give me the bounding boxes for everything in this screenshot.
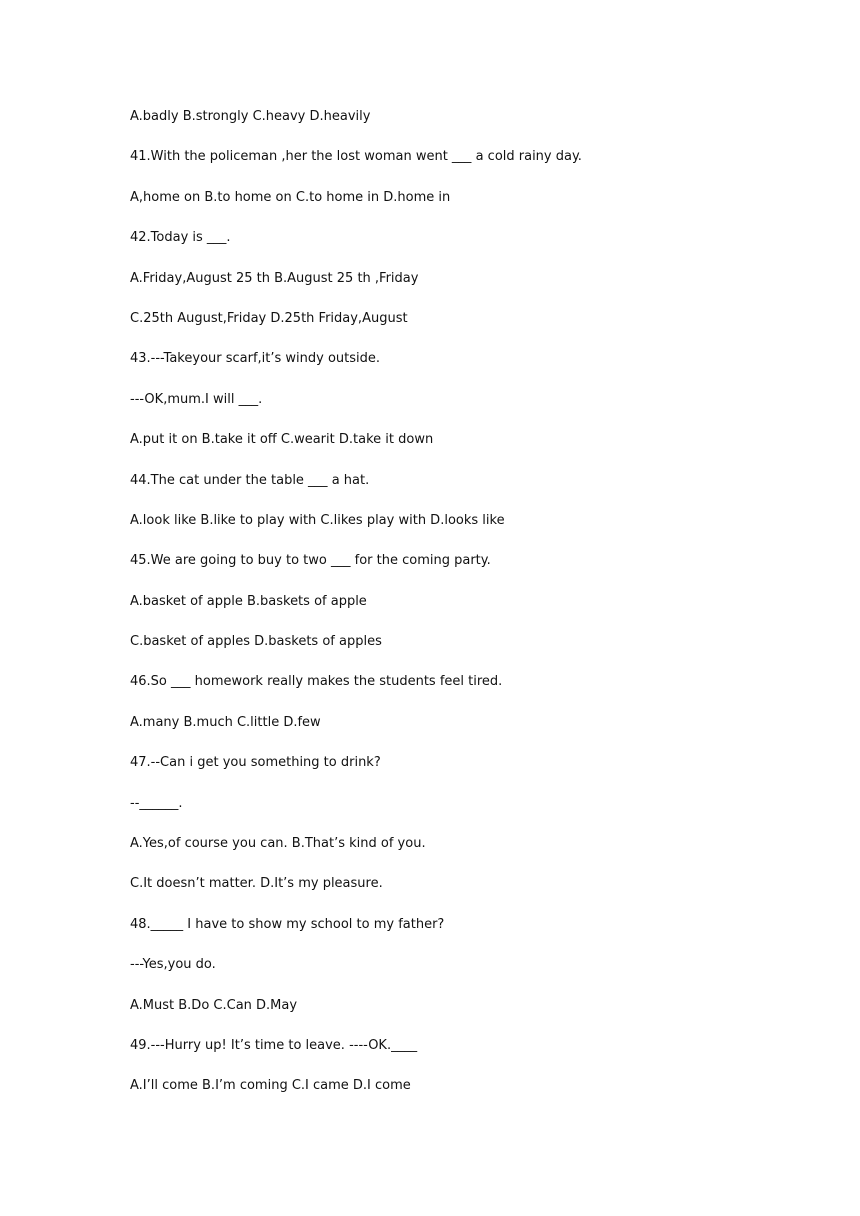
text-line: A.Friday,August 25 th B.August 25 th ,Friday — [130, 270, 419, 286]
text-line: 42.Today is ___. — [130, 230, 231, 246]
text-line: A.Must B.Do C.Can D.May — [130, 997, 298, 1013]
text-line: C.basket of apples D.baskets of apples — [130, 634, 382, 650]
text-line: 41.With the policeman ,her the lost woman went ___ a cold rainy day. — [130, 149, 582, 165]
text-line: --______. — [130, 795, 183, 811]
text-line: C.It doesn’t matter. D.It’s my pleasure. — [130, 876, 383, 892]
text-line: A,home on B.to home on C.to home in D.home in — [130, 189, 451, 205]
text-line: 45.We are going to buy to two ___ for the coming party. — [130, 553, 491, 569]
text-line: ---Yes,you do. — [130, 957, 216, 973]
text-line: 46.So ___ homework really makes the students feel tired. — [130, 674, 503, 690]
text-line: 43.---Takeyour scarf,it’s windy outside. — [130, 351, 381, 367]
text-line: 47.--Can i get you something to drink? — [130, 755, 381, 771]
text-line: C.25th August,Friday D.25th Friday,August — [130, 310, 408, 326]
text-line: A.basket of apple B.baskets of apple — [130, 593, 367, 609]
text-line: A.put it on B.take it off C.wearit D.take it down — [130, 432, 434, 448]
text-line: 49.---Hurry up! It’s time to leave. ----OK.____ — [130, 1037, 418, 1053]
text-line: ---OK,mum.I will ___. — [130, 391, 263, 407]
question-text — [130, 106, 810, 1116]
text-line: A.Yes,of course you can. B.That’s kind of you. — [130, 836, 426, 852]
text-line: A.many B.much C.little D.few — [130, 714, 321, 730]
text-line: 48._____ I have to show my school to my father? — [130, 916, 445, 932]
text-line: 44.The cat under the table ___ a hat. — [130, 472, 370, 488]
text-line: A.look like B.like to play with C.likes play with D.looks like — [130, 512, 505, 528]
text-line: A.badly B.strongly C.heavy D.heavily — [130, 109, 371, 124]
text-line: A.I’ll come B.I’m coming C.I came D.I come — [130, 1078, 411, 1094]
